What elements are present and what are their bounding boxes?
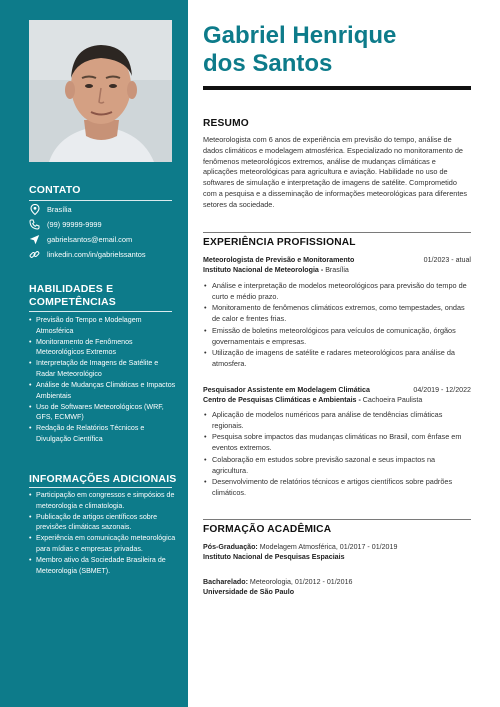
job-header xyxy=(203,255,471,275)
summary-text: Meteorologista com 6 anos de experiência em previsão do tempo, análise de dados climáticos e modelagem atmosférica. Especializado no monitoramento de fenômenos meteorológicos extremos, análise de mudanças climáticas e aplicações meteorológicas para agricultura e aviação. Habilidade no uso de softwares de simulação e interpretação de imagens de satélite. Comprometido com a pesquisa e a disseminação de informações meteorológicas para diferentes setores da sociedade. xyxy=(203,135,468,209)
skills-title xyxy=(29,283,116,309)
education-divider xyxy=(203,519,471,520)
job-header xyxy=(203,385,471,405)
skills-title-line1: HABILIDADES E xyxy=(29,283,114,295)
degree-label: Bacharelado: xyxy=(203,578,248,586)
contact-title: CONTATO xyxy=(29,184,81,196)
link-icon xyxy=(29,249,40,260)
additional-info-item: • Membro ativo da Sociedade Brasileira de Meteorologia (SBMET). xyxy=(29,555,179,576)
summary-title: RESUMO xyxy=(203,118,249,129)
job-organization: Centro de Pesquisas Climáticas e Ambientais - xyxy=(203,396,361,404)
phone-icon xyxy=(29,219,40,230)
job-bullets xyxy=(203,281,471,371)
job-location: Brasília xyxy=(323,266,349,274)
job-bullet: • Emissão de boletins meteorológicos para veículos de comunicação, órgãos governamentais e empresas. xyxy=(203,326,471,348)
school-name: Instituto Nacional de Pesquisas Espaciais xyxy=(203,553,345,562)
experience-title: EXPERIÊNCIA PROFISSIONAL xyxy=(203,237,356,248)
degree-detail: Modelagem Atmosférica, 01/2017 - 01/2019 xyxy=(257,543,398,551)
contact-location-text: Brasília xyxy=(47,204,72,214)
profile-photo xyxy=(29,20,172,162)
contact-email[interactable] xyxy=(29,232,132,246)
school-name: Universidade de São Paulo xyxy=(203,588,295,597)
candidate-name xyxy=(203,22,493,78)
skills-divider xyxy=(29,311,172,312)
job-bullet: • Aplicação de modelos numéricos para análise de tendências climáticas regionais. xyxy=(203,410,471,432)
degree-detail: Meteorologia, 01/2012 - 01/2016 xyxy=(247,578,353,586)
skill-item: • Análise de Mudanças Climáticas e Impactos Ambientais xyxy=(29,380,179,401)
job-bullet: • Monitoramento de fenômenos climáticos extremos, como tempestades, ondas de calor e frentes frias. xyxy=(203,303,471,325)
skills-list xyxy=(29,315,179,445)
job-bullet: • Pesquisa sobre impactos das mudanças climáticas no Brasil, com ênfase em eventos extremos. xyxy=(203,432,471,454)
education-entry xyxy=(203,542,471,563)
experience-divider xyxy=(203,232,471,233)
header-divider xyxy=(203,86,471,90)
job-role: Meteorologista de Previsão e Monitoramento xyxy=(203,256,355,264)
skill-item: • Interpretação de Imagens de Satélite e Radar Meteorológico xyxy=(29,358,179,379)
contact-linkedin-text[interactable]: linkedin.com/in/gabrielssantos xyxy=(47,249,146,259)
additional-info-divider xyxy=(29,487,172,488)
job-bullet: • Análise e interpretação de modelos meteorológicos para previsão do tempo de curto e médio prazo. xyxy=(203,281,471,303)
contact-email-text[interactable]: gabrielsantos@email.com xyxy=(47,234,133,244)
job-dates: 04/2019 - 12/2022 xyxy=(413,386,471,394)
skill-item: • Uso de Softwares Meteorológicos (WRF, GFS, ECMWF) xyxy=(29,402,179,423)
sidebar xyxy=(0,0,188,707)
additional-info-item: • Publicação de artigos científicos sobre previsões climáticas sazonais. xyxy=(29,512,179,533)
skill-item: • Redação de Relatórios Técnicos e Divulgação Científica xyxy=(29,423,179,444)
location-pin-icon xyxy=(29,204,40,215)
education-title: FORMAÇÃO ACADÊMICA xyxy=(203,524,332,535)
job-bullet: • Utilização de imagens de satélite e radares meteorológicos para análise da atmosfera. xyxy=(203,348,471,370)
additional-info-title: INFORMAÇÕES ADICIONAIS xyxy=(29,473,177,485)
contact-phone-text: (99) 99999-9999 xyxy=(47,219,102,229)
send-icon xyxy=(29,234,40,245)
contact-divider xyxy=(29,200,172,201)
additional-info-list xyxy=(29,490,179,577)
skills-title-line2: COMPETÊNCIAS xyxy=(29,296,116,308)
degree-label: Pós-Graduação: xyxy=(203,543,258,551)
name-line2: dos Santos xyxy=(203,50,333,77)
job-location: Cachoeira Paulista xyxy=(360,396,423,404)
education-entry xyxy=(203,577,471,598)
job-bullets xyxy=(203,410,471,500)
skill-item: • Monitoramento de Fenômenos Meteorológicos Extremos xyxy=(29,337,179,358)
contact-location xyxy=(29,202,72,216)
name-line1: Gabriel Henrique xyxy=(203,22,397,49)
job-role: Pesquisador Assistente em Modelagem Climática xyxy=(203,386,370,394)
additional-info-item: • Participação em congressos e simpósios de meteorologia e climatologia. xyxy=(29,490,179,511)
job-organization: Instituto Nacional de Meteorologia - xyxy=(203,266,324,274)
portrait-illustration xyxy=(29,20,172,162)
additional-info-item: • Experiência em comunicação meteorológica para mídias e empresas privadas. xyxy=(29,533,179,554)
contact-phone xyxy=(29,217,102,231)
contact-linkedin[interactable] xyxy=(29,247,146,261)
job-dates: 01/2023 - atual xyxy=(423,256,471,264)
job-bullet: • Colaboração em estudos sobre previsão sazonal e seus impactos na agricultura. xyxy=(203,455,471,477)
skill-item: • Previsão do Tempo e Modelagem Atmosférica xyxy=(29,315,179,336)
job-bullet: • Desenvolvimento de relatórios técnicos e artigos científicos sobre padrões climáticos. xyxy=(203,477,471,499)
